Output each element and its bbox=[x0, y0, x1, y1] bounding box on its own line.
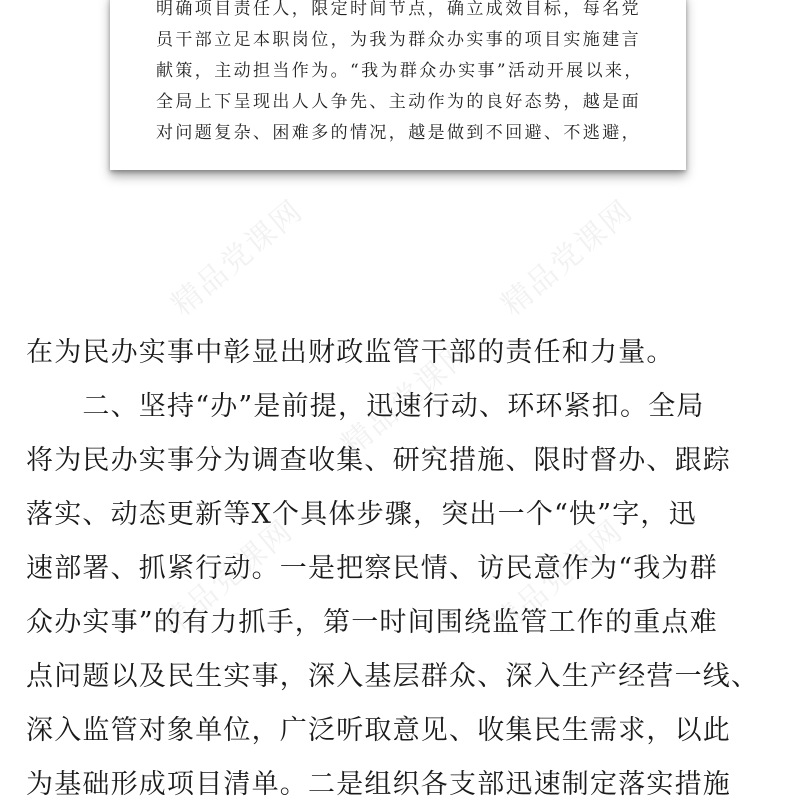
card-text-line: 明确项目责任人，限定时间节点，确立成效目标，每名党 bbox=[156, 0, 641, 19]
card-text-line: 全局上下呈现出人人争先、主动作为的良好态势，越是面 bbox=[156, 92, 641, 112]
watermark: 精品党课网 bbox=[485, 513, 631, 643]
body-text-line: 众办实事”的有力抓手，第一时间围绕监管工作的重点难 bbox=[26, 607, 718, 638]
watermark: 精品党课网 bbox=[165, 193, 311, 323]
body-text-line: 速部署、抓紧行动。一是把察民情、访民意作为“我为群 bbox=[26, 553, 718, 584]
card-text-line: 对问题复杂、困难多的情况，越是做到不回避、不逃避， bbox=[156, 123, 641, 143]
body-text-line: 将为民办实事分为调查收集、研究措施、限时督办、跟踪 bbox=[26, 445, 731, 476]
watermark: 精品党课网 bbox=[335, 333, 481, 463]
watermark: 精品党课网 bbox=[495, 193, 641, 323]
body-text-line: 为基础形成项目清单。二是组织各支部迅速制定落实措施 bbox=[26, 769, 731, 800]
body-text-line: 在为民办实事中彰显出财政监管干部的责任和力量。 bbox=[26, 337, 675, 368]
body-text-line: 深入监管对象单位，广泛听取意见、收集民生需求，以此 bbox=[26, 715, 731, 746]
body-text-line: 落实、动态更新等X个具体步骤，突出一个“快”字，迅 bbox=[26, 499, 697, 530]
watermark: 精品党课网 bbox=[155, 513, 301, 643]
body-text-line: 点问题以及民生实事，深入基层群众、深入生产经营一线、 bbox=[26, 661, 760, 692]
card-text-line: 员干部立足本职岗位，为我为群众办实事的项目实施建言 bbox=[156, 30, 641, 50]
body-text-line: 二、坚持“办”是前提，迅速行动、环环紧扣。全局 bbox=[26, 391, 705, 422]
quoted-document-card bbox=[110, 0, 686, 170]
card-text-line: 献策，主动担当作为。“我为群众办实事”活动开展以来， bbox=[156, 61, 644, 81]
